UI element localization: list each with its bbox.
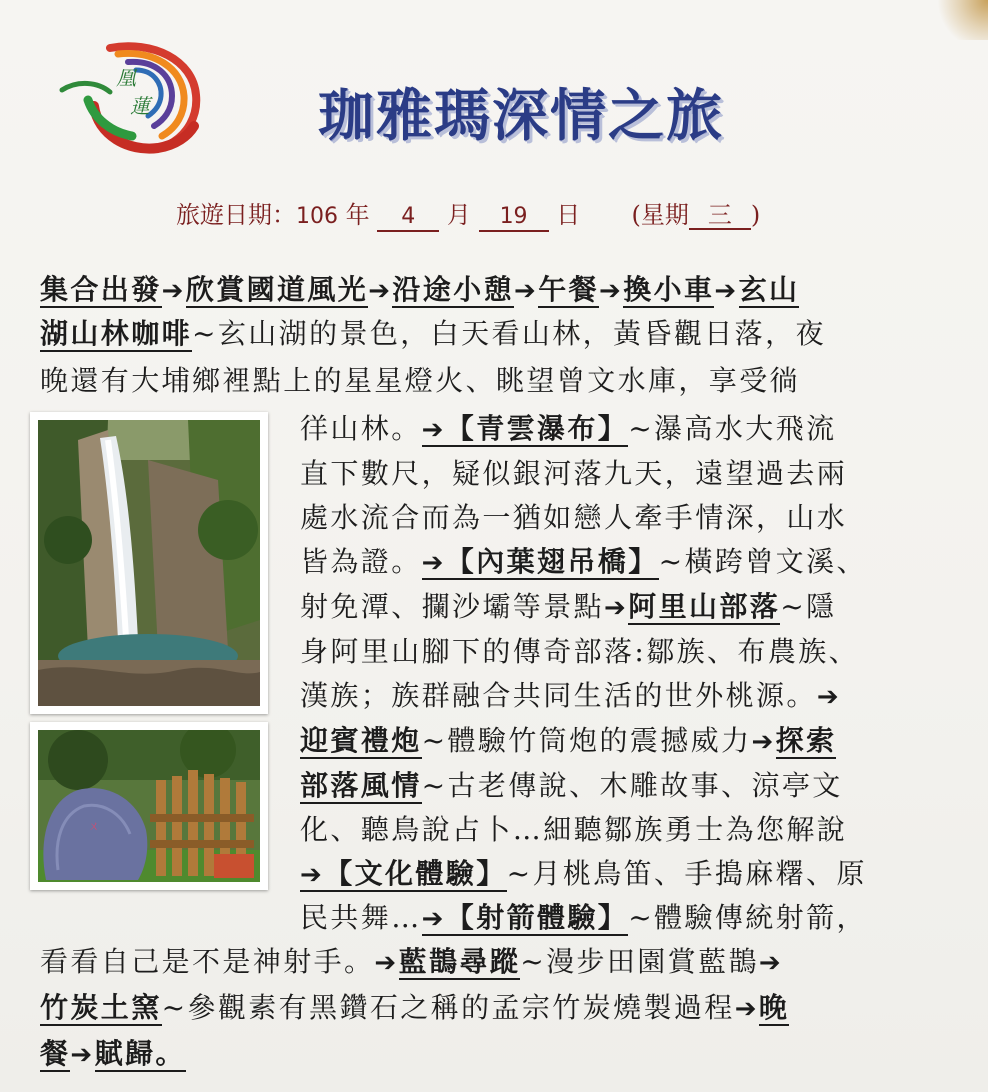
stop-explore-part1: 探索 xyxy=(775,724,837,757)
arrow-icon: ➔ xyxy=(734,994,759,1024)
arrow-icon: ➔ xyxy=(70,1040,95,1070)
text-segment: ~玄山湖的景色，白天看山林，黃昏觀日落，夜 xyxy=(192,317,826,350)
text-segment: ~隱 xyxy=(780,590,837,623)
stop-blue-magpie: 藍鵲尋蹤 xyxy=(398,945,521,978)
arrow-icon: ➔ xyxy=(374,948,399,978)
stop-dinner-part2: 餐 xyxy=(40,1037,71,1070)
arrow-icon: ➔ xyxy=(758,948,784,978)
itinerary-line-14 xyxy=(300,856,867,893)
itinerary-line-10 xyxy=(300,678,841,715)
logo-text-bottom: 蓮 xyxy=(130,94,150,118)
stop-explore-part2: 部落風情 xyxy=(300,769,422,802)
stop-return-home: 賦歸。 xyxy=(94,1037,186,1070)
arrow-icon: ➔ xyxy=(368,276,393,306)
travel-date-line xyxy=(176,195,760,232)
itinerary-line-7 xyxy=(300,544,867,581)
text-segment: 化、聽鳥說占卜…細聽鄒族勇士為您解說 xyxy=(300,813,848,846)
text-segment: ~漫步田園賞藍鵲 xyxy=(520,945,759,978)
stop-change-vehicle: 換小車 xyxy=(623,273,715,306)
itinerary-line-2 xyxy=(40,316,826,352)
itinerary-line-6 xyxy=(300,500,847,536)
itinerary-line-17 xyxy=(40,990,789,1027)
page-corner-shadow xyxy=(928,0,988,40)
stop-dinner-part1: 晚 xyxy=(758,991,790,1024)
stop-welcome-cannon: 迎賓禮炮 xyxy=(300,724,422,757)
itinerary-line-12 xyxy=(300,768,843,804)
itinerary-line-13 xyxy=(300,812,847,848)
itinerary-line-1 xyxy=(40,272,799,309)
text-segment: 身阿里山腳下的傳奇部落:鄒族、布農族、 xyxy=(300,635,860,668)
date-label: 旅遊日期： xyxy=(176,201,296,229)
itinerary-line-5 xyxy=(300,456,847,492)
arrow-icon: ➔ xyxy=(514,276,539,306)
itinerary-line-4 xyxy=(300,411,836,448)
stop-qingyun-falls: 【青雲瀑布】 xyxy=(445,412,629,445)
arrow-icon: ➔ xyxy=(751,727,776,757)
tribal-stone-photo xyxy=(30,722,268,890)
date-weekday-prefix: (星期 xyxy=(631,201,689,229)
arrow-icon: ➔ xyxy=(599,276,624,306)
text-segment: 處水流合而為一猶如戀人牽手情深，山水 xyxy=(300,501,848,534)
itinerary-line-9 xyxy=(300,634,859,670)
text-segment: ~參觀素有黑鑽石之稱的孟宗竹炭燒製過程 xyxy=(161,991,735,1024)
text-segment: 漢族；族群融合共同生活的世外桃源。 xyxy=(300,679,817,712)
arrow-icon: ➔ xyxy=(421,548,446,578)
text-segment: 看看自己是不是神射手。 xyxy=(40,945,375,978)
text-segment: 直下數尺，疑似銀河落九天，遠望過去兩 xyxy=(300,457,848,490)
text-segment: ~體驗竹筒炮的震撼威力 xyxy=(421,724,752,757)
text-segment: ~古老傳說、木雕故事、涼亭文 xyxy=(421,769,843,802)
itinerary-line-16 xyxy=(40,944,783,981)
text-segment: 皆為證。 xyxy=(300,545,422,578)
itinerary-line-18 xyxy=(40,1036,186,1073)
logo-text-top: 凰 xyxy=(116,66,136,90)
itinerary-line-11 xyxy=(300,723,836,760)
stop-xuanshan-part2: 湖山林咖啡 xyxy=(40,317,193,350)
date-year-unit: 年 xyxy=(345,201,370,229)
stop-culture-experience: 【文化體驗】 xyxy=(324,857,507,890)
date-year: 106 xyxy=(296,204,338,229)
waterfall-photo xyxy=(30,412,268,714)
text-segment: ~橫跨曾文溪、 xyxy=(658,545,867,578)
itinerary-line-8 xyxy=(300,589,836,626)
text-segment: 射免潭、攔沙壩等景點 xyxy=(300,590,605,623)
arrow-icon: ➔ xyxy=(714,276,739,306)
stop-rest: 沿途小憩 xyxy=(392,273,514,306)
date-day: 19 xyxy=(479,204,549,232)
stop-charcoal-kiln: 竹炭土窯 xyxy=(40,991,162,1024)
date-weekday-suffix: ) xyxy=(750,201,761,229)
svg-text:ㄨ: ㄨ xyxy=(88,819,101,833)
stop-archery-experience: 【射箭體驗】 xyxy=(445,901,629,934)
date-weekday: 三 xyxy=(689,202,751,230)
arrow-icon: ➔ xyxy=(300,860,325,890)
stop-gather-depart: 集合出發 xyxy=(40,273,162,306)
date-month-unit: 月 xyxy=(446,201,471,229)
date-month: 4 xyxy=(377,204,439,232)
arrow-icon: ➔ xyxy=(421,415,446,445)
text-segment: 徉山林。 xyxy=(300,412,422,445)
text-segment: ~體驗傳統射箭， xyxy=(628,901,867,934)
arrow-icon: ➔ xyxy=(421,904,446,934)
date-day-unit: 日 xyxy=(556,201,581,229)
arrow-icon: ➔ xyxy=(161,276,186,306)
text-segment: 晚還有大埔鄉裡點上的星星燈火、眺望曾文水庫，享受徜 xyxy=(40,364,801,397)
text-segment: 民共舞… xyxy=(300,901,422,934)
stop-neiye-bridge: 【內葉翅吊橋】 xyxy=(445,545,659,578)
arrow-icon: ➔ xyxy=(604,593,629,623)
stop-highway-scenery: 欣賞國道風光 xyxy=(185,273,369,306)
stop-lunch: 午餐 xyxy=(538,273,599,306)
phoenix-lotus-logo xyxy=(58,40,208,155)
arrow-icon: ➔ xyxy=(816,682,841,712)
stop-xuanshan-part1: 玄山 xyxy=(738,273,800,306)
page-title: 珈雅瑪深情之旅 xyxy=(318,83,724,149)
itinerary-line-3 xyxy=(40,363,800,399)
stop-alishan-tribe: 阿里山部落 xyxy=(628,590,781,623)
text-segment: ~月桃鳥笛、手搗麻糬、原 xyxy=(506,857,867,890)
text-segment: ~瀑高水大飛流 xyxy=(628,412,837,445)
itinerary-line-15 xyxy=(300,900,867,937)
